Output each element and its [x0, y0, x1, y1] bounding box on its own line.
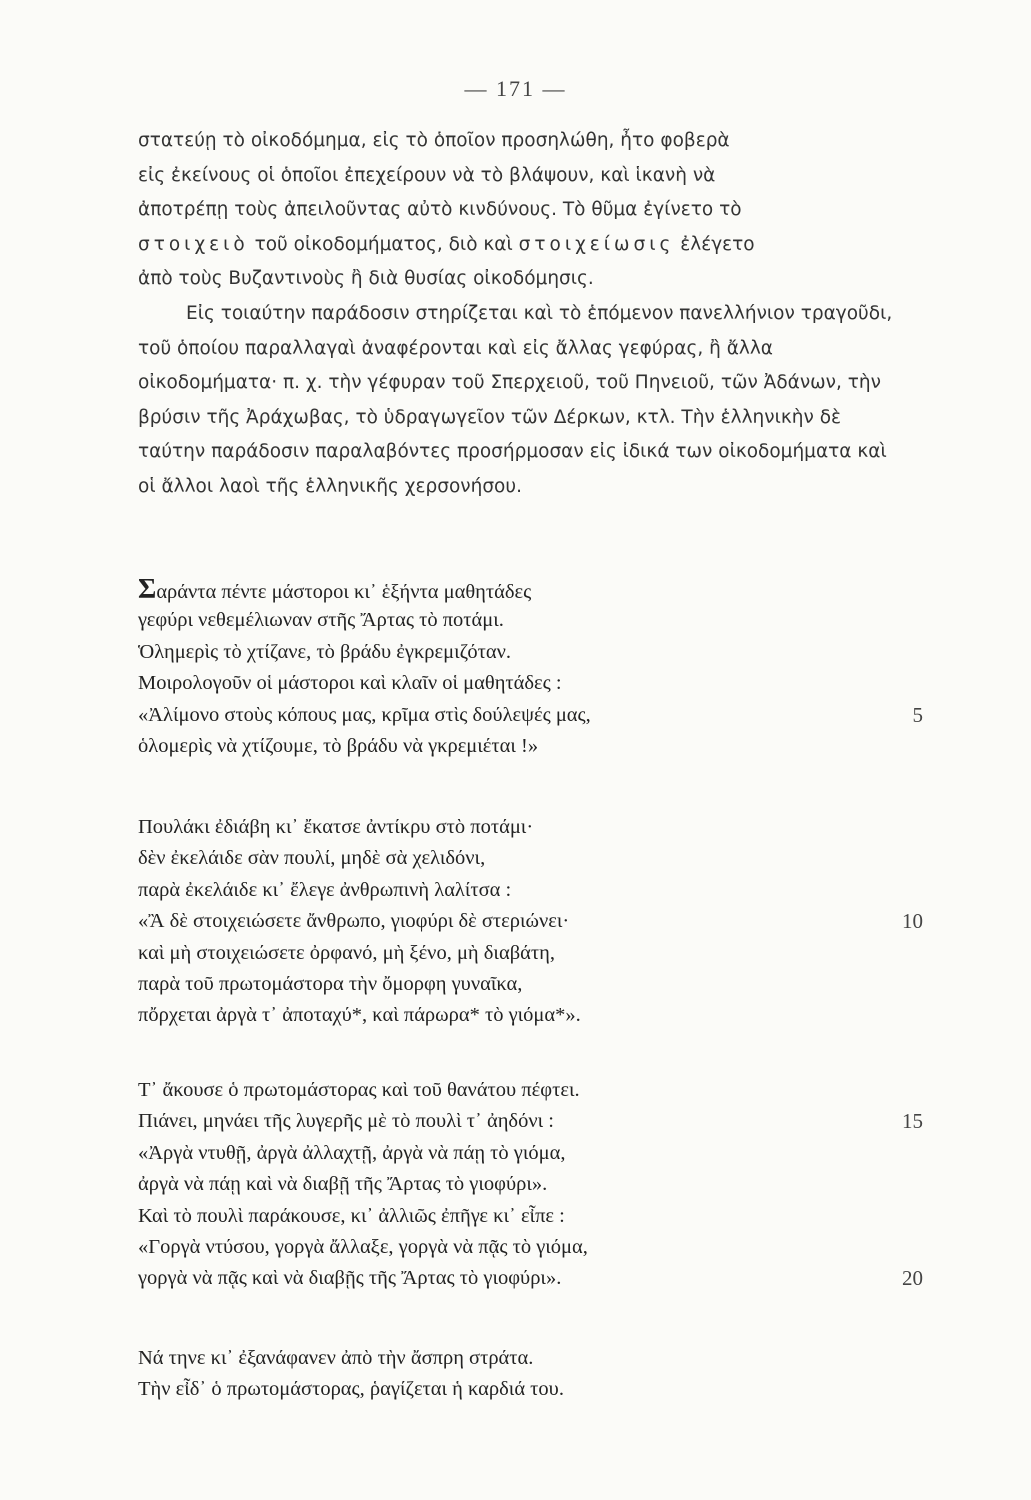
spaced-term-stoicheiosis: στοιχείωσις [518, 233, 675, 255]
verse-line: Νά τηνε κι᾽ ἐξανάφανεν ἀπὸ τὴν ἄσπρη στράτα. [138, 1347, 534, 1369]
verse-text: «Ἂ δὲ στοιχειώσετε ἄνθρωπο, γιοφύρι δὲ στεριώνει· [138, 910, 570, 933]
prose-line: εἰς ἐκείνους οἱ ὁποῖοι ἐπεχείρουν νὰ τὸ βλάψουν, καὶ ἱκανὴ νὰ [138, 164, 716, 186]
verse-line: γεφύρι νεθεμέλιωναν στῆς Ἄρτας τὸ ποτάμι. [138, 609, 504, 632]
line-number: 10 [902, 909, 923, 934]
poem-stanza-4 [138, 1343, 938, 1406]
poem-stanza-2 [138, 812, 938, 1032]
verse-line: καὶ μὴ στοιχειώσετε ὀρφανό, μὴ ξένο, μὴ διαβάτη, [138, 941, 555, 964]
verse-line [138, 1263, 938, 1294]
verse-line: «Γοργὰ ντύσου, γοργὰ ἄλλαξε, γοργὰ νὰ πᾷς τὸ γιόμα, [138, 1235, 588, 1258]
verse-line: παρὰ τοῦ πρωτομάστορα τὴν ὄμορφη γυναῖκα, [138, 972, 523, 995]
line-number: 20 [902, 1266, 923, 1291]
verse-line: «Ἀργὰ ντυθῇ, ἀργὰ ἀλλαχτῇ, ἀργὰ νὰ πάῃ τὸ γιόμα, [138, 1141, 566, 1164]
poem-stanza-3 [138, 1075, 938, 1295]
verse-text: αράντα πέντε μάστοροι κι᾽ ἑξήντα μαθητάδες [156, 581, 532, 603]
verse-line: Μοιρολογοῦν οἱ μάστοροι καὶ κλαῖν οἱ μαθητάδες : [138, 672, 562, 695]
verse-line [138, 700, 938, 731]
drop-initial: Σ [138, 574, 157, 605]
prose-fragment: ἐλέγετο [674, 233, 755, 255]
prose-fragment: τοῦ οἰκοδομήματος, διὸ καὶ [248, 233, 519, 255]
verse-line: δὲν ἐκελάιδε σὰν πουλί, μηδὲ σὰ χελιδόνι, [138, 847, 486, 870]
line-number: 15 [902, 1109, 923, 1134]
verse-line: ἀργὰ νὰ πάῃ καὶ νὰ διαβῇ τῆς Ἄρτας τὸ γιοφύρι». [138, 1173, 548, 1196]
prose-paragraph-2: Εἰς τοιαύτην παράδοσιν στηρίζεται καὶ τὸ ἑπόμενον πανελλήνιον τραγοῦδι, τοῦ ὁποίου παραλλαγαὶ ἀναφέρονται καὶ εἰς ἄλλας γεφύρας, ἢ ἄλλα οἰκοδομήματα· π. χ. τὴν γέφυραν τοῦ Σπερχειοῦ, τοῦ Πηνειοῦ, τῶν Ἀδάνων, τὴν βρύσιν τῆς Ἀράχωβας, τὸ ὑδραγωγεῖον τῶν Δέρκων, κτλ. Τὴν ἑλληνικὴν δὲ ταύτην παράδοσιν παραλαβόντες προσήρμοσαν εἰς ἰδικά των οἰκοδομήματα καὶ οἱ ἄλλοι λαοὶ τῆς ἑλληνικῆς χερσονήσου. [138, 302, 893, 497]
verse-line [138, 906, 938, 937]
prose-line: στατεύῃ τὸ οἰκοδόμημα, εἰς τὸ ὁποῖον προσηλώθη, ἦτο φοβερὰ [138, 130, 730, 151]
prose-paragraph-1 [138, 124, 898, 297]
verse-line [138, 574, 938, 605]
verse-line [138, 1106, 938, 1137]
verse-line: πὄρχεται ἀργὰ τ᾽ ἀποταχύ*, καὶ πάρωρα* τὸ γιόμα*». [138, 1004, 581, 1027]
verse-line: Καὶ τὸ πουλὶ παράκουσε, κι᾽ ἀλλιῶς ἐπῆγε κι᾽ εἶπε : [138, 1204, 565, 1227]
prose-line: ἀπὸ τοὺς Βυζαντινοὺς ἢ διὰ θυσίας οἰκοδόμησις. [138, 268, 594, 290]
verse-line: Τ᾽ ἄκουσε ὁ πρωτομάστορας καὶ τοῦ θανάτου πέφτει. [138, 1079, 580, 1101]
page-number: — 171 — [464, 76, 567, 101]
verse-text: γοργὰ νὰ πᾷς καὶ νὰ διαβῇς τῆς Ἄρτας τὸ γιοφύρι». [138, 1267, 562, 1290]
verse-line: παρὰ ἐκελάιδε κι᾽ ἔλεγε ἀνθρωπινὴ λαλίτσα : [138, 878, 512, 901]
verse-line: Τὴν εἶδ᾽ ὁ πρωτομάστορας, ῥαγίζεται ἡ καρδιά του. [138, 1378, 564, 1401]
verse-line: ὁλομερὶς νὰ χτίζουμε, τὸ βράδυ νὰ γκρεμιέται !» [138, 734, 539, 757]
line-number: 5 [912, 702, 923, 727]
introduction-text [138, 124, 898, 505]
poem-stanza-1 [138, 574, 938, 762]
verse-text: Πιάνει, μηνάει τῆς λυγερῆς μὲ τὸ πουλὶ τ᾽ ἀηδόνι : [138, 1110, 554, 1133]
spaced-term-stoicheio: στοιχειὸ [138, 233, 249, 255]
verse-line: Πουλάκι ἐδιάβη κι᾽ ἔκατσε ἀντίκρυ στὸ ποτάμι· [138, 816, 534, 838]
prose-line: ἀποτρέπῃ τοὺς ἀπειλοῦντας αὐτὸ κινδύνους. Τὸ θῦμα ἐγίνετο τὸ [138, 199, 742, 221]
verse-text: «Ἀλίμονο στοὺς κόπους μας, κρῖμα στὶς δούλεψές μας, [138, 703, 591, 726]
verse-line: Ὁλημερὶς τὸ χτίζανε, τὸ βράδυ ἐγκρεμιζόταν. [138, 640, 512, 663]
